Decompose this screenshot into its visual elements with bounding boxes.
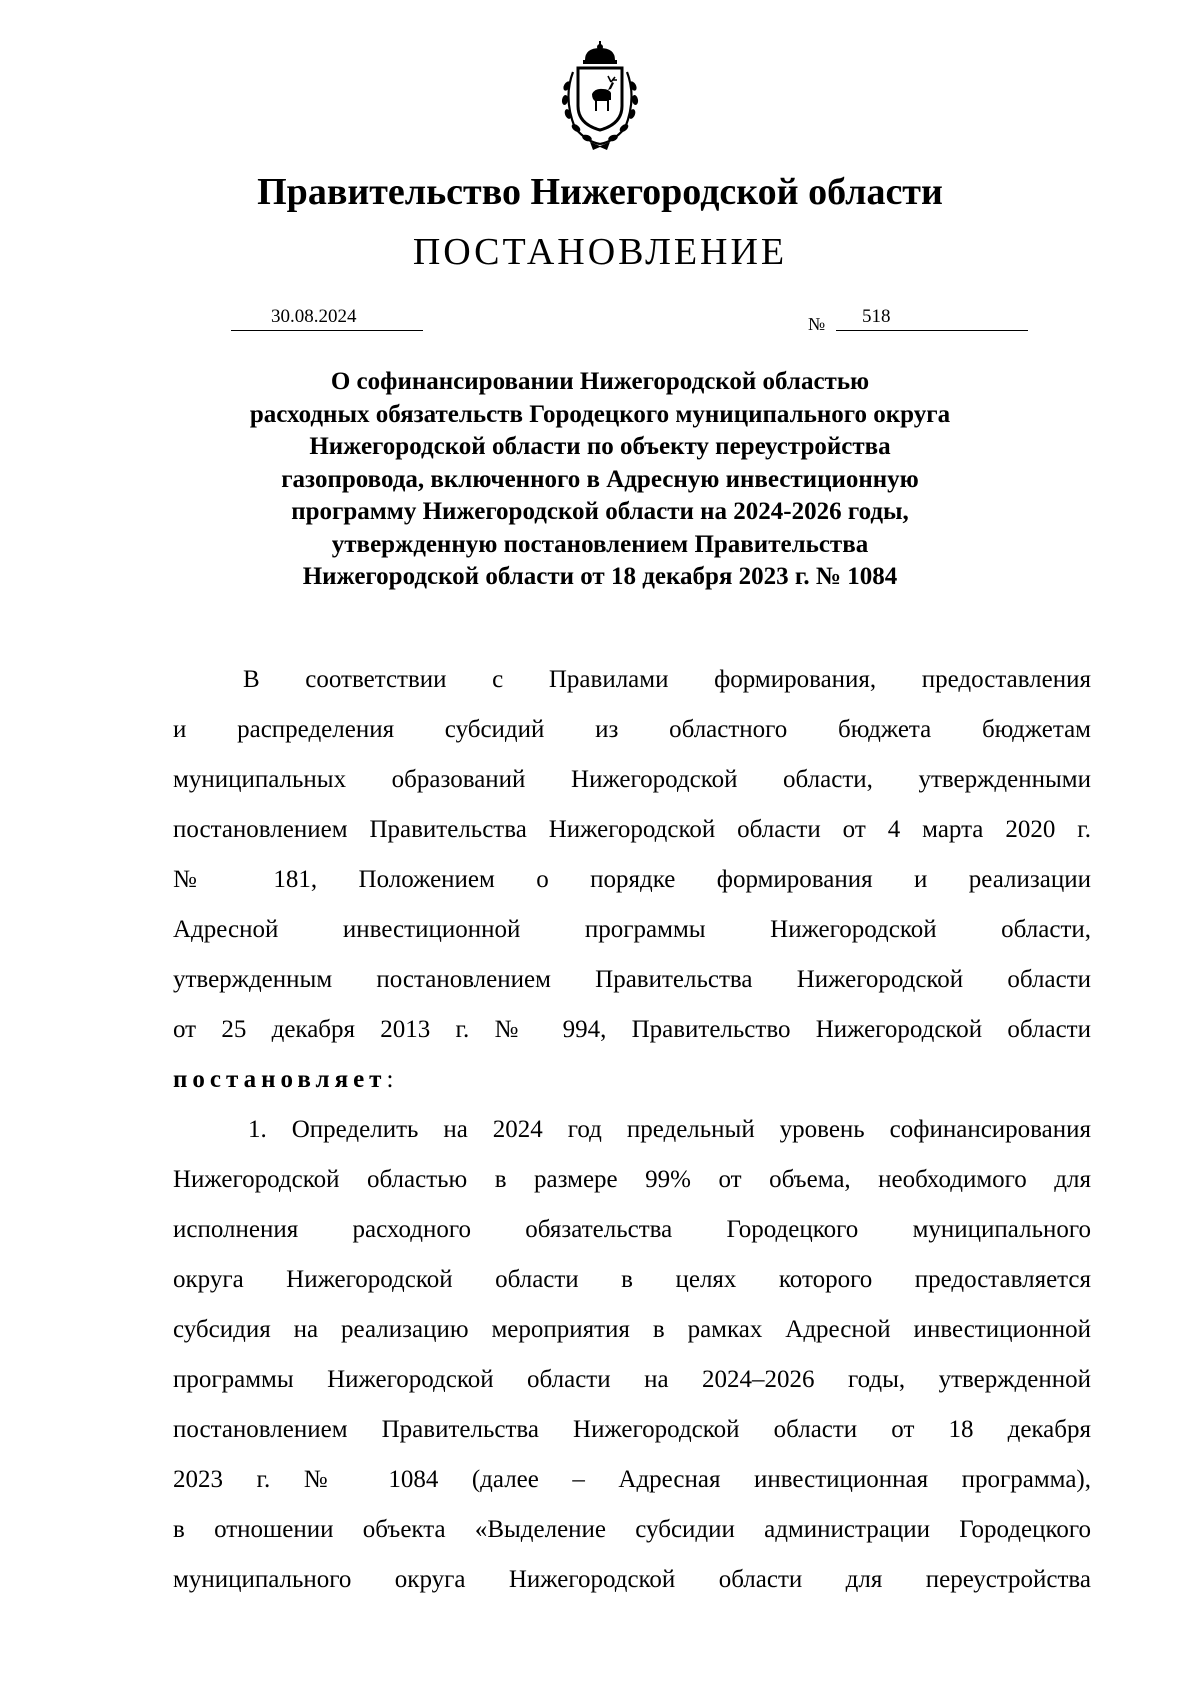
heading-line: газопровода, включенного в Адресную инвестиционную [281, 465, 919, 493]
heading-line: О софинансировании Нижегородской областью [330, 368, 870, 395]
body-line: программы Нижегородской области на 2024–2026 годы, утвержденной [173, 1366, 1091, 1393]
body-line: субсидия на реализацию мероприятия в рамках Адресной инвестиционной [173, 1316, 1091, 1343]
resolves-colon: : [386, 1066, 394, 1093]
document-date: 30.08.2024 [271, 306, 357, 327]
body-line: и распределения субсидий из областного бюджета бюджетам [173, 716, 1091, 743]
body-line: Адресной инвестиционной программы Нижегородской области, [173, 916, 1091, 943]
body-line: № 181, Положением о порядке формирования и реализации [173, 866, 1091, 893]
coat-of-arms-emblem [545, 38, 655, 153]
heading-line: расходных обязательств Городецкого муниципального округа [249, 400, 951, 428]
heading-line: программу Нижегородской области на 2024-2026 годы, [291, 498, 909, 525]
resolves-word: постановляет [173, 1066, 387, 1093]
body-line: исполнения расходного обязательства Городецкого муниципального [173, 1216, 1091, 1243]
body-line: муниципального округа Нижегородской области для переустройства [173, 1566, 1091, 1593]
body-line: 2023 г. № 1084 (далее – Адресная инвестиционная программа), [173, 1466, 1091, 1493]
document-number: 518 [862, 306, 891, 327]
body-line: постановлением Правительства Нижегородской области от 18 декабря [173, 1416, 1091, 1443]
body-line: от 25 декабря 2013 г. № 994, Правительство Нижегородской области [173, 1016, 1091, 1043]
heading-line: Нижегородской области от 18 декабря 2023 г. № 1084 [302, 563, 898, 590]
document-type: ПОСТАНОВЛЕНИЕ [412, 231, 788, 273]
organization-title: Правительство Нижегородской области [257, 171, 943, 213]
body-line: В соответствии с Правилами формирования, предоставления [243, 666, 1091, 693]
resolves-line [173, 1055, 1091, 1105]
body-line: 1. Определить на 2024 год предельный уровень софинансирования [248, 1116, 1091, 1143]
number-field [836, 308, 1028, 331]
heading-line: утвержденную постановлением Правительства [331, 530, 869, 558]
document-heading [0, 366, 1200, 594]
body-line: округа Нижегородской области в целях которого предоставляется [173, 1266, 1091, 1293]
body-line: постановлением Правительства Нижегородской области от 4 марта 2020 г. [173, 816, 1091, 843]
document-body [173, 655, 1091, 1605]
number-sign: № [808, 314, 826, 334]
body-line: в отношении объекта «Выделение субсидии администрации Городецкого [173, 1516, 1091, 1543]
body-line: Нижегородской областью в размере 99% от объема, необходимого для [173, 1166, 1091, 1193]
heading-line: Нижегородской области по объекту переустройства [309, 433, 891, 460]
body-line: муниципальных образований Нижегородской области, утвержденными [173, 766, 1091, 793]
body-line: утвержденным постановлением Правительства Нижегородской области [173, 966, 1091, 993]
date-field [231, 308, 423, 331]
